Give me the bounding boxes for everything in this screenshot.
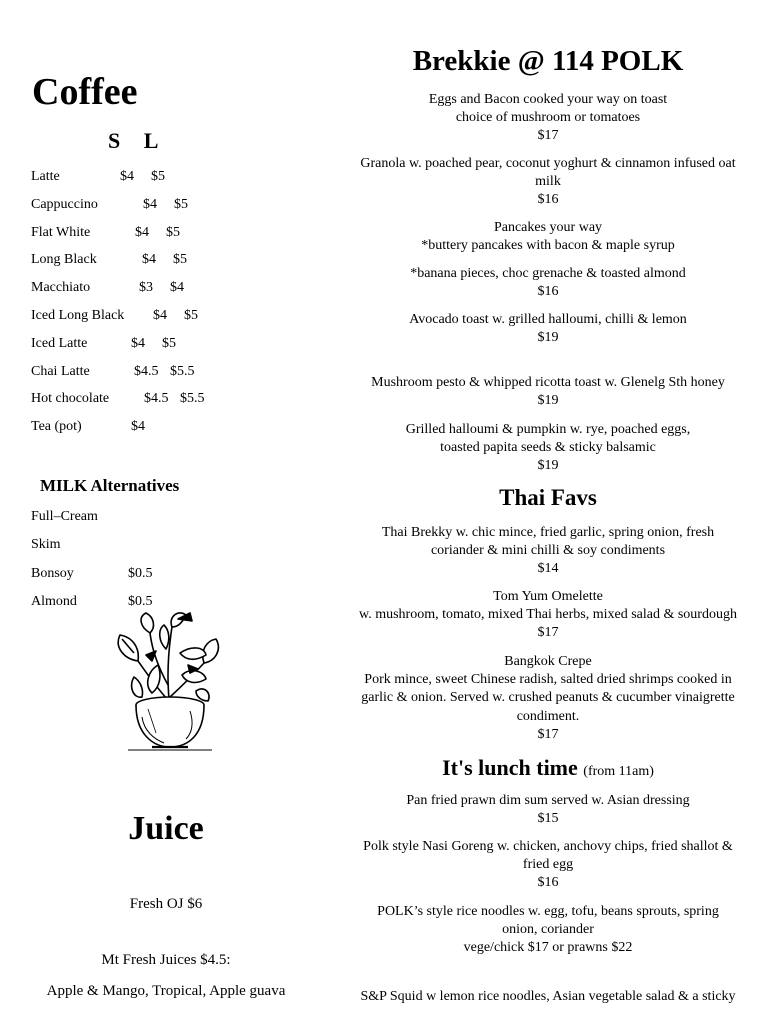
thai-item <box>334 524 762 579</box>
coffee-price-small: $4 <box>135 224 149 240</box>
coffee-item <box>31 274 291 302</box>
milk-item-price: $0.5 <box>128 565 153 581</box>
lunch-item-line: Pan fried prawn dim sum served w. Asian dressing <box>406 793 690 808</box>
coffee-price-large: $5.5 <box>180 391 205 407</box>
coffee-item <box>31 358 291 386</box>
coffee-price-small: $3 <box>139 280 153 296</box>
coffee-item <box>31 219 291 247</box>
coffee-price-large: $5 <box>174 196 188 212</box>
coffee-item-name: Iced Long Black <box>31 307 125 323</box>
coffee-price-small: $4 <box>153 307 167 323</box>
lunch-item-line: $15 <box>537 811 559 827</box>
milk-alternatives-title: MILK Alternatives <box>40 476 180 495</box>
thai-item-line: Bangkok Crepe <box>504 654 592 669</box>
milk-item <box>31 560 153 588</box>
coffee-item-name: Macchiato <box>31 280 91 296</box>
milk-item <box>31 531 98 559</box>
brekkie-item-line: $16 <box>537 192 559 208</box>
juice-flavours: Apple & Mango, Tropical, Apple guava <box>46 983 286 999</box>
coffee-price-small: $4.5 <box>144 391 169 407</box>
thai-item-line: w. mushroom, tomato, mixed Thai herbs, mixed salad & sourdough <box>359 607 737 623</box>
thai-item-line: Thai Brekky w. chic mince, fried garlic, spring onion, fresh <box>381 525 715 540</box>
lunch-time-note: (from 11am) <box>583 764 654 779</box>
coffee-price-large: $5 <box>184 307 198 323</box>
coffee-price-small: $4 <box>131 419 145 435</box>
brekkie-item-line: $16 <box>537 284 559 300</box>
brekkie-item-line: choice of mushroom or tomatoes <box>455 110 641 126</box>
lunch-item <box>334 792 762 828</box>
lunch-item-line: POLK’s style rice noodles w. egg, tofu, beans sprouts, spring <box>377 904 719 919</box>
thai-item <box>334 653 762 744</box>
thai-item-line: $14 <box>537 561 559 577</box>
brekkie-item <box>334 311 762 347</box>
milk-item-name: Full–Cream <box>31 509 98 524</box>
lunch-item-line: vege/chick $17 or prawns $22 <box>463 940 633 956</box>
brekkie-item-line: $17 <box>537 128 559 144</box>
coffee-price-large: $5 <box>173 252 187 268</box>
lunch-title-text: It's lunch time <box>442 755 578 780</box>
milk-item <box>31 503 98 531</box>
coffee-item-name: Chai Latte <box>31 363 90 379</box>
brekkie-item-line: $19 <box>537 330 559 346</box>
brekkie-item-line: Mushroom pesto & whipped ricotta toast w. Glenelg Sth honey <box>371 375 725 390</box>
thai-item-line: Pork mince, sweet Chinese radish, salted dried shrimps cooked in <box>364 672 732 688</box>
coffee-item-name: Hot chocolate <box>31 391 110 407</box>
coffee-item <box>31 302 291 330</box>
coffee-title: Coffee <box>32 71 138 113</box>
brekkie-item-line: Grilled halloumi & pumpkin w. rye, poached eggs, <box>405 422 691 437</box>
coffee-item <box>31 330 291 358</box>
potted-plant-icon <box>108 605 223 753</box>
brekkie-item <box>334 421 762 476</box>
thai-item-line: coriander & mini chilli & soy condiments <box>430 543 666 559</box>
lunch-item-line: fried egg <box>522 857 574 873</box>
brekkie-item-line: milk <box>535 174 561 190</box>
coffee-item <box>31 191 291 219</box>
coffee-item <box>31 163 291 191</box>
brekkie-item-line: *banana pieces, choc grenache & toasted almond <box>410 266 686 281</box>
brekkie-item-line: Eggs and Bacon cooked your way on toast <box>428 92 668 107</box>
coffee-price-small: $4 <box>131 335 145 351</box>
brekkie-item-line: Granola w. poached pear, coconut yoghurt & cinnamon infused oat <box>360 156 736 171</box>
milk-item-name: Bonsoy <box>31 565 74 581</box>
milk-item-price: $0.5 <box>128 593 153 609</box>
lunch-item-line: Polk style Nasi Goreng w. chicken, anchovy chips, fried shallot & <box>363 839 733 854</box>
coffee-size-header: S L <box>108 128 159 153</box>
milk-alternatives-list <box>31 503 153 609</box>
milk-item-name: Skim <box>31 537 61 553</box>
fresh-oj-price: Fresh OJ $6 <box>129 896 203 912</box>
brekkie-item-line: Pancakes your way <box>493 220 603 235</box>
thai-item-line: $17 <box>537 726 559 742</box>
brekkie-item <box>334 91 762 146</box>
thai-favs-title: Thai Favs <box>499 485 597 510</box>
juice-title: Juice <box>128 810 204 847</box>
coffee-item <box>31 246 291 274</box>
brekkie-item-line: $19 <box>537 458 559 474</box>
coffee-price-large: $4 <box>170 280 184 296</box>
brekkie-item-line: *buttery pancakes with bacon & maple syrup <box>421 238 675 254</box>
milk-item <box>31 588 153 616</box>
brekkie-item-line: toasted papita seeds & sticky balsamic <box>440 440 656 456</box>
lunch-item-line: onion, coriander <box>502 922 594 938</box>
brekkie-title: Brekkie @ 114 POLK <box>412 45 684 77</box>
coffee-item-name: Iced Latte <box>31 335 88 351</box>
coffee-item-name: Latte <box>31 169 60 184</box>
lunch-item-line: S&P Squid w lemon rice noodles, Asian vegetable salad & a sticky <box>360 989 736 1004</box>
lunch-title <box>334 754 762 786</box>
lunch-item <box>334 903 762 958</box>
brekkie-item <box>334 265 762 301</box>
coffee-item-name: Flat White <box>31 224 91 240</box>
coffee-price-small: $4.5 <box>134 363 159 379</box>
coffee-item <box>31 413 291 441</box>
coffee-item <box>31 385 291 413</box>
thai-item-line: garlic & onion. Served w. crushed peanuts & cucumber vinaigrette <box>361 690 735 706</box>
lunch-item <box>334 988 762 1006</box>
coffee-price-large: $5.5 <box>170 363 195 379</box>
coffee-price-small: $4 <box>143 196 157 212</box>
brekkie-item <box>334 155 762 210</box>
coffee-price-small: $4 <box>142 252 156 268</box>
milk-item-name: Almond <box>31 593 77 609</box>
brekkie-item <box>334 219 762 255</box>
coffee-price-list <box>31 163 291 441</box>
coffee-price-large: $5 <box>162 335 176 351</box>
coffee-price-large: $5 <box>151 169 165 184</box>
coffee-item-name: Cappuccino <box>31 196 98 212</box>
mt-fresh-juices-price: Mt Fresh Juices $4.5: <box>101 952 231 968</box>
coffee-item-name: Long Black <box>31 252 97 268</box>
thai-item-line: condiment. <box>516 708 580 724</box>
brekkie-item-line: $19 <box>537 393 559 409</box>
brekkie-item <box>334 374 762 410</box>
lunch-item-line: $16 <box>537 875 559 891</box>
brekkie-item-line: Avocado toast w. grilled halloumi, chilli & lemon <box>409 312 687 327</box>
coffee-item-name: Tea (pot) <box>31 419 82 435</box>
thai-item <box>334 588 762 643</box>
thai-item-line: $17 <box>537 625 559 641</box>
thai-item-line: Tom Yum Omelette <box>493 589 603 604</box>
coffee-price-large: $5 <box>166 224 180 240</box>
coffee-price-small: $4 <box>120 169 134 184</box>
lunch-item <box>334 838 762 893</box>
